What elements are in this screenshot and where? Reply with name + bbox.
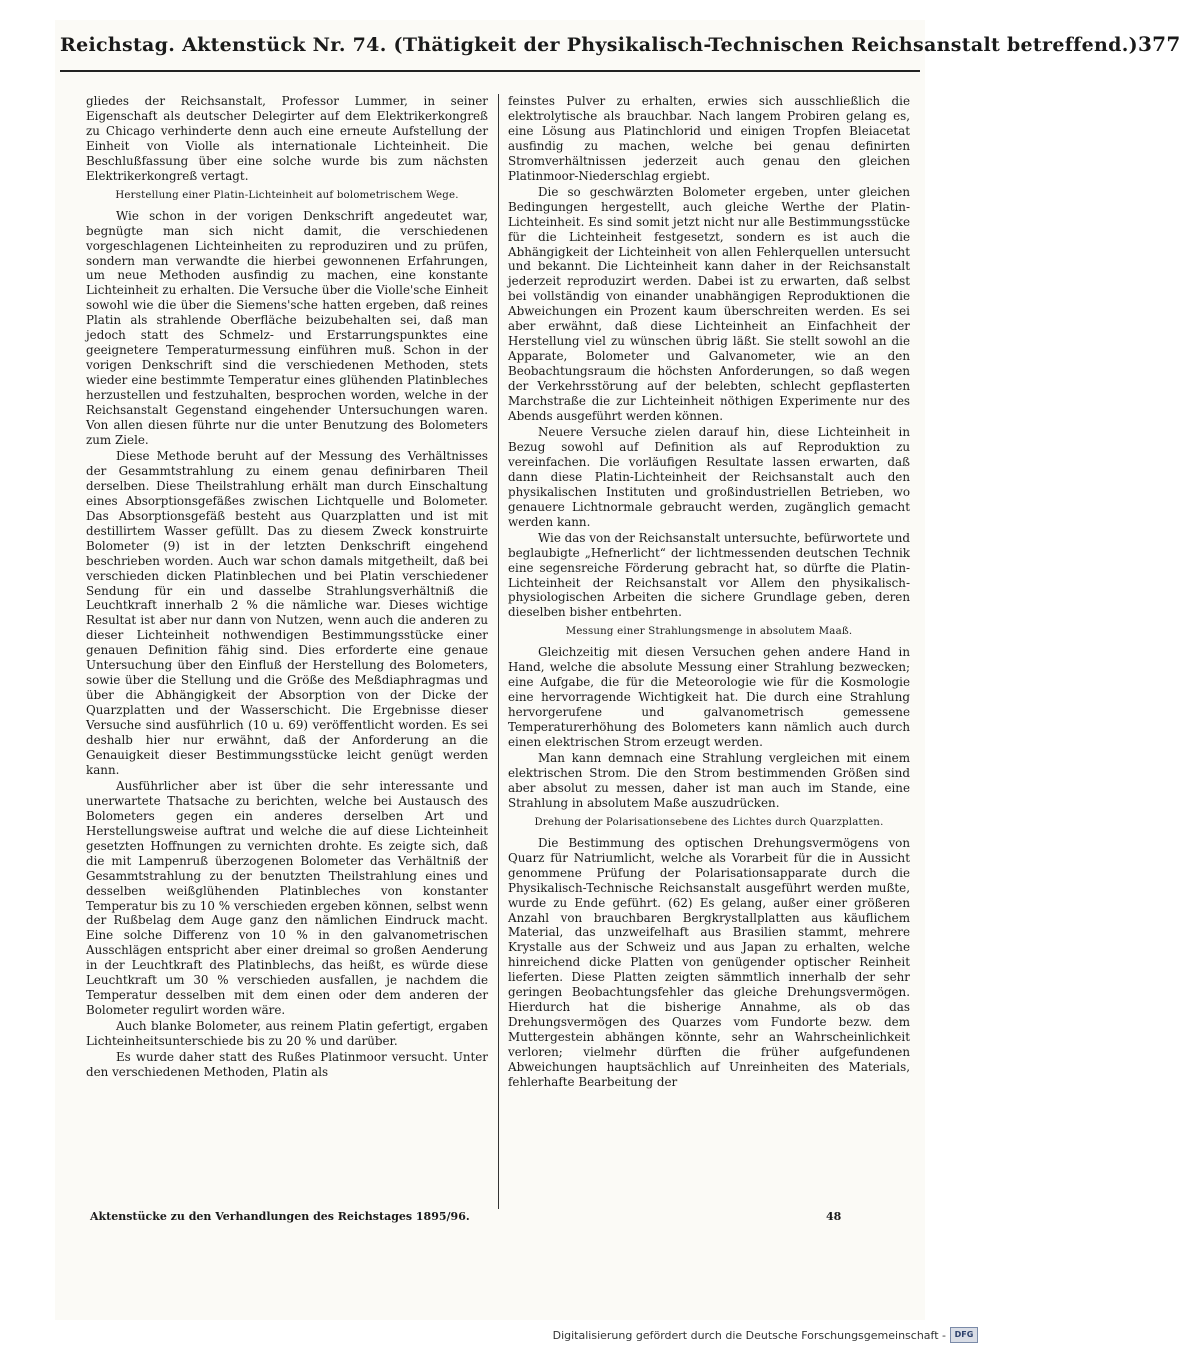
digitization-credit — [553, 1327, 978, 1343]
running-head-title: Reichstag. Aktenstück Nr. 74. (Thätigkeit der Physikalisch-Technischen Reichsanstalt betreffend.) — [60, 34, 1138, 56]
paragraph: Die Bestimmung des optischen Drehungsvermögens von Quarz für Natriumlicht, welche als Vorarbeit für die in Aussicht genommene Prüfung der Polarisationsapparate durch die Physikalisch-Technische Reichsanstalt ausgeführt werden mußte, wurde zu Ende geführt. (62) Es gelang, außer einer größeren Anzahl von brauchbaren Bergkrystallplatten aus käuflichem Material, das unzweifelhaft aus Brasilien stammt, mehrere Krystalle aus der Schweiz und aus Japan zu erhalten, welche hinreichend dicke Platten von genügender optischer Reinheit lieferten. Diese Platten zeigten sämmtlich innerhalb der sehr geringen Beobachtungsfehler das gleiche Drehungsvermögen. Hierdurch hat die bisherige Annahme, als ob das Drehungsvermögen des Quarzes vom Fundorte bezw. dem Muttergestein abhängen könnte, sehr an Wahrscheinlichkeit verloren; vielmehr dürften die früher aufgefundenen Abweichungen hauptsächlich auf Unreinheiten des Materials, fehlerhafte Bearbeitung der — [508, 835, 910, 1089]
paragraph: Wie das von der Reichsanstalt untersuchte, befürwortete und beglaubigte „Hefnerlicht“ der lichtmessenden deutschen Technik eine segensreiche Förderung gebracht hat, so dürfte die Platin-Lichteinheit der Reichsanstalt vor Allem den physikalisch-physiologischen Arbeiten die sichere Grundlage geben, deren dieselben bisher entbehrten. — [508, 530, 910, 620]
paragraph: Gleichzeitig mit diesen Versuchen gehen andere Hand in Hand, welche die absolute Messung einer Strahlung bezwecken; eine Aufgabe, die für die Meteorologie wie für die Kosmologie eine hervorragende Wichtigkeit hat. Die durch eine Strahlung hervorgerufene und galvanometrisch gemessene Temperaturerhöhung des Bolometers kann nämlich auch durch einen elektrischen Strom erzeugt werden. — [508, 645, 910, 750]
running-head — [60, 32, 1181, 62]
paragraph: feinstes Pulver zu erhalten, erwies sich ausschließlich die elektrolytische als brauchbar. Nach langem Probiren gelang es, eine Lösung aus Platinchlorid und einigen Tropfen Bleiacetat ausfindig zu machen, welche bei genau definirten Stromverhältnissen jederzeit auch genau den gleichen Platinmoor-Niederschlag ergiebt. — [508, 94, 910, 183]
paragraph: Diese Methode beruht auf der Messung des Verhältnisses der Gesammtstrahlung zu einem genau definirbaren Theil derselben. Diese Theilstrahlung erhält man durch Einschaltung eines Absorptionsgefäßes zwischen Lichtquelle und Bolometer. Das Absorptionsgefäß besteht aus Quarzplatten und ist mit destillirtem Wasser gefüllt. Das zu diesem Zweck konstruirte Bolometer (9) ist in der letzten Denkschrift eingehend beschrieben worden. Auch war schon damals mitgetheilt, daß bei verschieden dicken Platinblechen und bei Platin verschiedener Sendung für ein und dasselbe Strahlungsverhältniß die Leuchtkraft innerhalb 2 % die nämliche war. Dieses wichtige Resultat ist aber nur dann von Nutzen, wenn auch die anderen zu dieser Lichteinheit nothwendigen Bestimmungsstücke einer genauen Definition fähig sind. Dies erforderte eine genaue Untersuchung über den Einfluß der Herstellung des Bolometers, sowie über die Stellung und die Größe des Meßdiaphragmas und über die Abhängigkeit der Absorption von der Dicke der Quarzplatten und der Wasserschicht. Die Ergebnisse dieser Versuche sind ausführlich (10 u. 69) veröffentlicht worden. Es sei deshalb hier nur erwähnt, daß der Anforderung an die Genauigkeit dieser Bestimmungsstücke leicht genügt werden kann. — [86, 448, 488, 777]
page-number: 377 — [1137, 32, 1181, 56]
paragraph: gliedes der Reichsanstalt, Professor Lummer, in seiner Eigenschaft als deutscher Delegirter auf dem Elektrikerkongreß zu Chicago verhinderte denn auch eine erneute Aufstellung der Einheit von Violle als internationale Lichteinheit. Die Beschlußfassung über eine solche wurde bis zum nächsten Elektrikerkongreß vertagt. — [86, 94, 488, 183]
right-column — [508, 94, 910, 1204]
paragraph: Man kann demnach eine Strahlung vergleichen mit einem elektrischen Strom. Die den Strom bestimmenden Größen sind aber absolut zu messen, daher ist man auch im Stande, eine Strahlung in absolutem Maße auszudrücken. — [508, 750, 910, 810]
section-heading: Messung einer Strahlungsmenge in absolutem Maaß. — [565, 626, 853, 638]
paragraph: Ausführlicher aber ist über die sehr interessante und unerwartete Thatsache zu berichten, welche bei Austausch des Bolometers gegen ein anderes derselben Art und Herstellungsweise auftrat und welche die auf diese Lichteinheit gesetzten Hoffnungen zu vernichten drohte. Es zeigte sich, daß die mit Lampenruß überzogenen Bolometer das Verhältniß der Gesammtstrahlung zu der benutzten Theilstrahlung eines und desselben weißglühenden Platinbleches von konstanter Temperatur bis zu 10 % verschieden ergeben können, selbst wenn der Rußbelag dem Auge ganz den nämlichen Eindruck macht. Eine solche Differenz von 10 % in den galvanometrischen Ausschlägen entspricht aber einer dreimal so großen Aenderung in der Leuchtkraft des Platinblechs, das heißt, es würde diese Leuchtkraft um 30 % verschieden ausfallen, je nachdem die Temperatur desselben mit dem einen oder dem anderen der Bolometer regulirt worden wäre. — [86, 778, 488, 1018]
sheet-number: 48 — [826, 1210, 842, 1223]
paragraph: Neuere Versuche zielen darauf hin, diese Lichteinheit in Bezug sowohl auf Definition als auf Reproduktion zu vereinfachen. Die vorläufigen Resultate lassen erwarten, daß dann diese Platin-Lichteinheit der Reichsanstalt auch den physikalischen Instituten und großindustriellen Betrieben, wo genauere Lichtnormale gebraucht werden, zugänglich gemacht werden kann. — [508, 424, 910, 529]
section-heading: Drehung der Polarisationsebene des Lichtes durch Quarzplatten. — [534, 816, 884, 828]
footer-note: Aktenstücke zu den Verhandlungen des Reichstages 1895/96. — [90, 1210, 470, 1223]
section-heading: Herstellung einer Platin-Lichteinheit auf bolometrischem Wege. — [115, 189, 459, 201]
paragraph: Auch blanke Bolometer, aus reinem Platin gefertigt, ergaben Lichteinheitsunterschiede bis zu 20 % und darüber. — [86, 1019, 488, 1049]
paragraph: Es wurde daher statt des Rußes Platinmoor versucht. Unter den verschiedenen Methoden, Platin als — [86, 1050, 488, 1079]
digitization-credit-text: Digitalisierung gefördert durch die Deutsche Forschungsgemeinschaft - — [552, 1328, 946, 1342]
column-divider — [498, 94, 499, 1209]
paragraph: Die so geschwärzten Bolometer ergeben, unter gleichen Bedingungen hergestellt, auch gleiche Werthe der Platin-Lichteinheit. Es sind somit jetzt nicht nur alle Bestimmungsstücke für die Lichteinheit festgesetzt, sondern es ist auch die Abhängigkeit der Lichteinheit von allen Fehlerquellen untersucht und bekannt. Die Lichteinheit kann daher in der Reichsanstalt jederzeit reproduzirt werden. Dabei ist zu erwarten, daß selbst bei vollständig von einander unabhängigen Reproduktionen die Abweichungen ein Prozent kaum überschreiten werden. Es sei aber erwähnt, daß diese Lichteinheit an Einfachheit der Herstellung viel zu wünschen übrig läßt. Sie stellt sowohl an die Apparate, Bolometer und Galvanometer, wie an den Beobachtungsraum die höchsten Anforderungen, so daß wegen der Verkehrsstörung auf der belebten, schlecht gepflasterten Marchstraße die zur Lichteinheit nöthigen Experimente nur des Abends ausgeführt werden können. — [508, 184, 910, 424]
left-column — [86, 94, 488, 1204]
header-rule — [60, 70, 920, 72]
paragraph: Wie schon in der vorigen Denkschrift angedeutet war, begnügte man sich nicht damit, die verschiedenen vorgeschlagenen Lichteinheiten zu reproduziren und zu prüfen, sondern man verwandte die hierbei gewonnenen Erfahrungen, um neue Methoden ausfindig zu machen, eine konstante Lichteinheit zu erhalten. Die Versuche über die Violle'sche Einheit sowohl wie die über die Siemens'sche hatten ergeben, daß reines Platin als strahlende Oberfläche beizubehalten sei, daß man jedoch statt des Schmelz- und Erstarrungspunktes eine geeignetere Temperaturmessung einführen muß. Schon in der vorigen Denkschrift sind die verschiedenen Methoden, stets wieder eine bestimmte Temperatur eines glühenden Platinbleches herzustellen und festzuhalten, besprochen worden, welche in der Reichsanstalt Gegenstand eingehender Untersuchungen waren. Von allen diesen führte nur die unter Benutzung des Bolometers zum Ziele. — [86, 208, 488, 447]
dfg-logo: DFG — [950, 1327, 978, 1343]
